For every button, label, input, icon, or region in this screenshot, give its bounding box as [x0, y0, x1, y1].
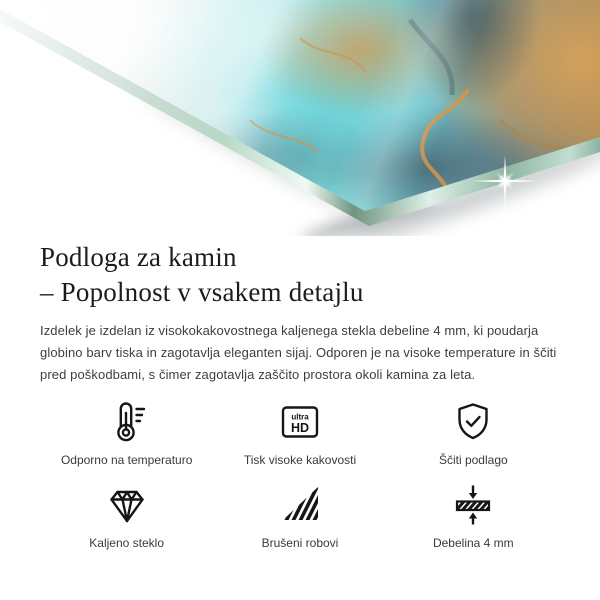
- feature-temperature-resistant: [40, 400, 213, 467]
- page-title-line2: – Popolnost v vsakem detajlu: [40, 277, 364, 307]
- feature-print-quality: [213, 400, 386, 467]
- feature-tempered-glass: [40, 483, 213, 550]
- thermometer-icon: [105, 400, 149, 444]
- feature-thickness: [387, 483, 560, 550]
- diamond-icon: [105, 483, 149, 527]
- product-description: Izdelek je izdelan iz visokokakovostnega kaljenega stekla debeline 4 mm, ki poudarja globino barv tiska in zagotavlja eleganten sijaj. Odporen je na visoke temperature in ščiti pred poškodbami, s čimer zagotavlja zaščito prostora okoli kamina za leta.: [40, 323, 557, 382]
- product-hero-image: [0, 0, 600, 236]
- thickness-icon: [451, 483, 495, 527]
- marble-artwork: [0, 0, 600, 236]
- feature-label: Ščiti podlago: [438, 453, 508, 467]
- feature-grid: [40, 400, 560, 550]
- feature-protects-surface: [387, 400, 560, 467]
- feature-label: Kaljeno steklo: [89, 536, 165, 550]
- feature-label: Debelina 4 mm: [432, 536, 514, 550]
- beveled-edges-icon: [278, 483, 322, 527]
- page-title: [40, 240, 560, 310]
- feature-label: Odporno na temperaturo: [60, 453, 193, 467]
- product-description-section: [0, 240, 600, 386]
- feature-label: Tisk visoke kakovosti: [243, 453, 357, 467]
- feature-label: Brušeni robovi: [261, 536, 339, 550]
- svg-text:ultra: ultra: [291, 412, 309, 422]
- page-title-line1: Podloga za kamin: [40, 242, 237, 272]
- shield-check-icon: [451, 400, 495, 444]
- ultra-hd-icon: [278, 400, 322, 444]
- gold-vein-decoration: [0, 0, 600, 236]
- feature-polished-edges: [213, 483, 386, 550]
- svg-text:HD: HD: [290, 421, 310, 435]
